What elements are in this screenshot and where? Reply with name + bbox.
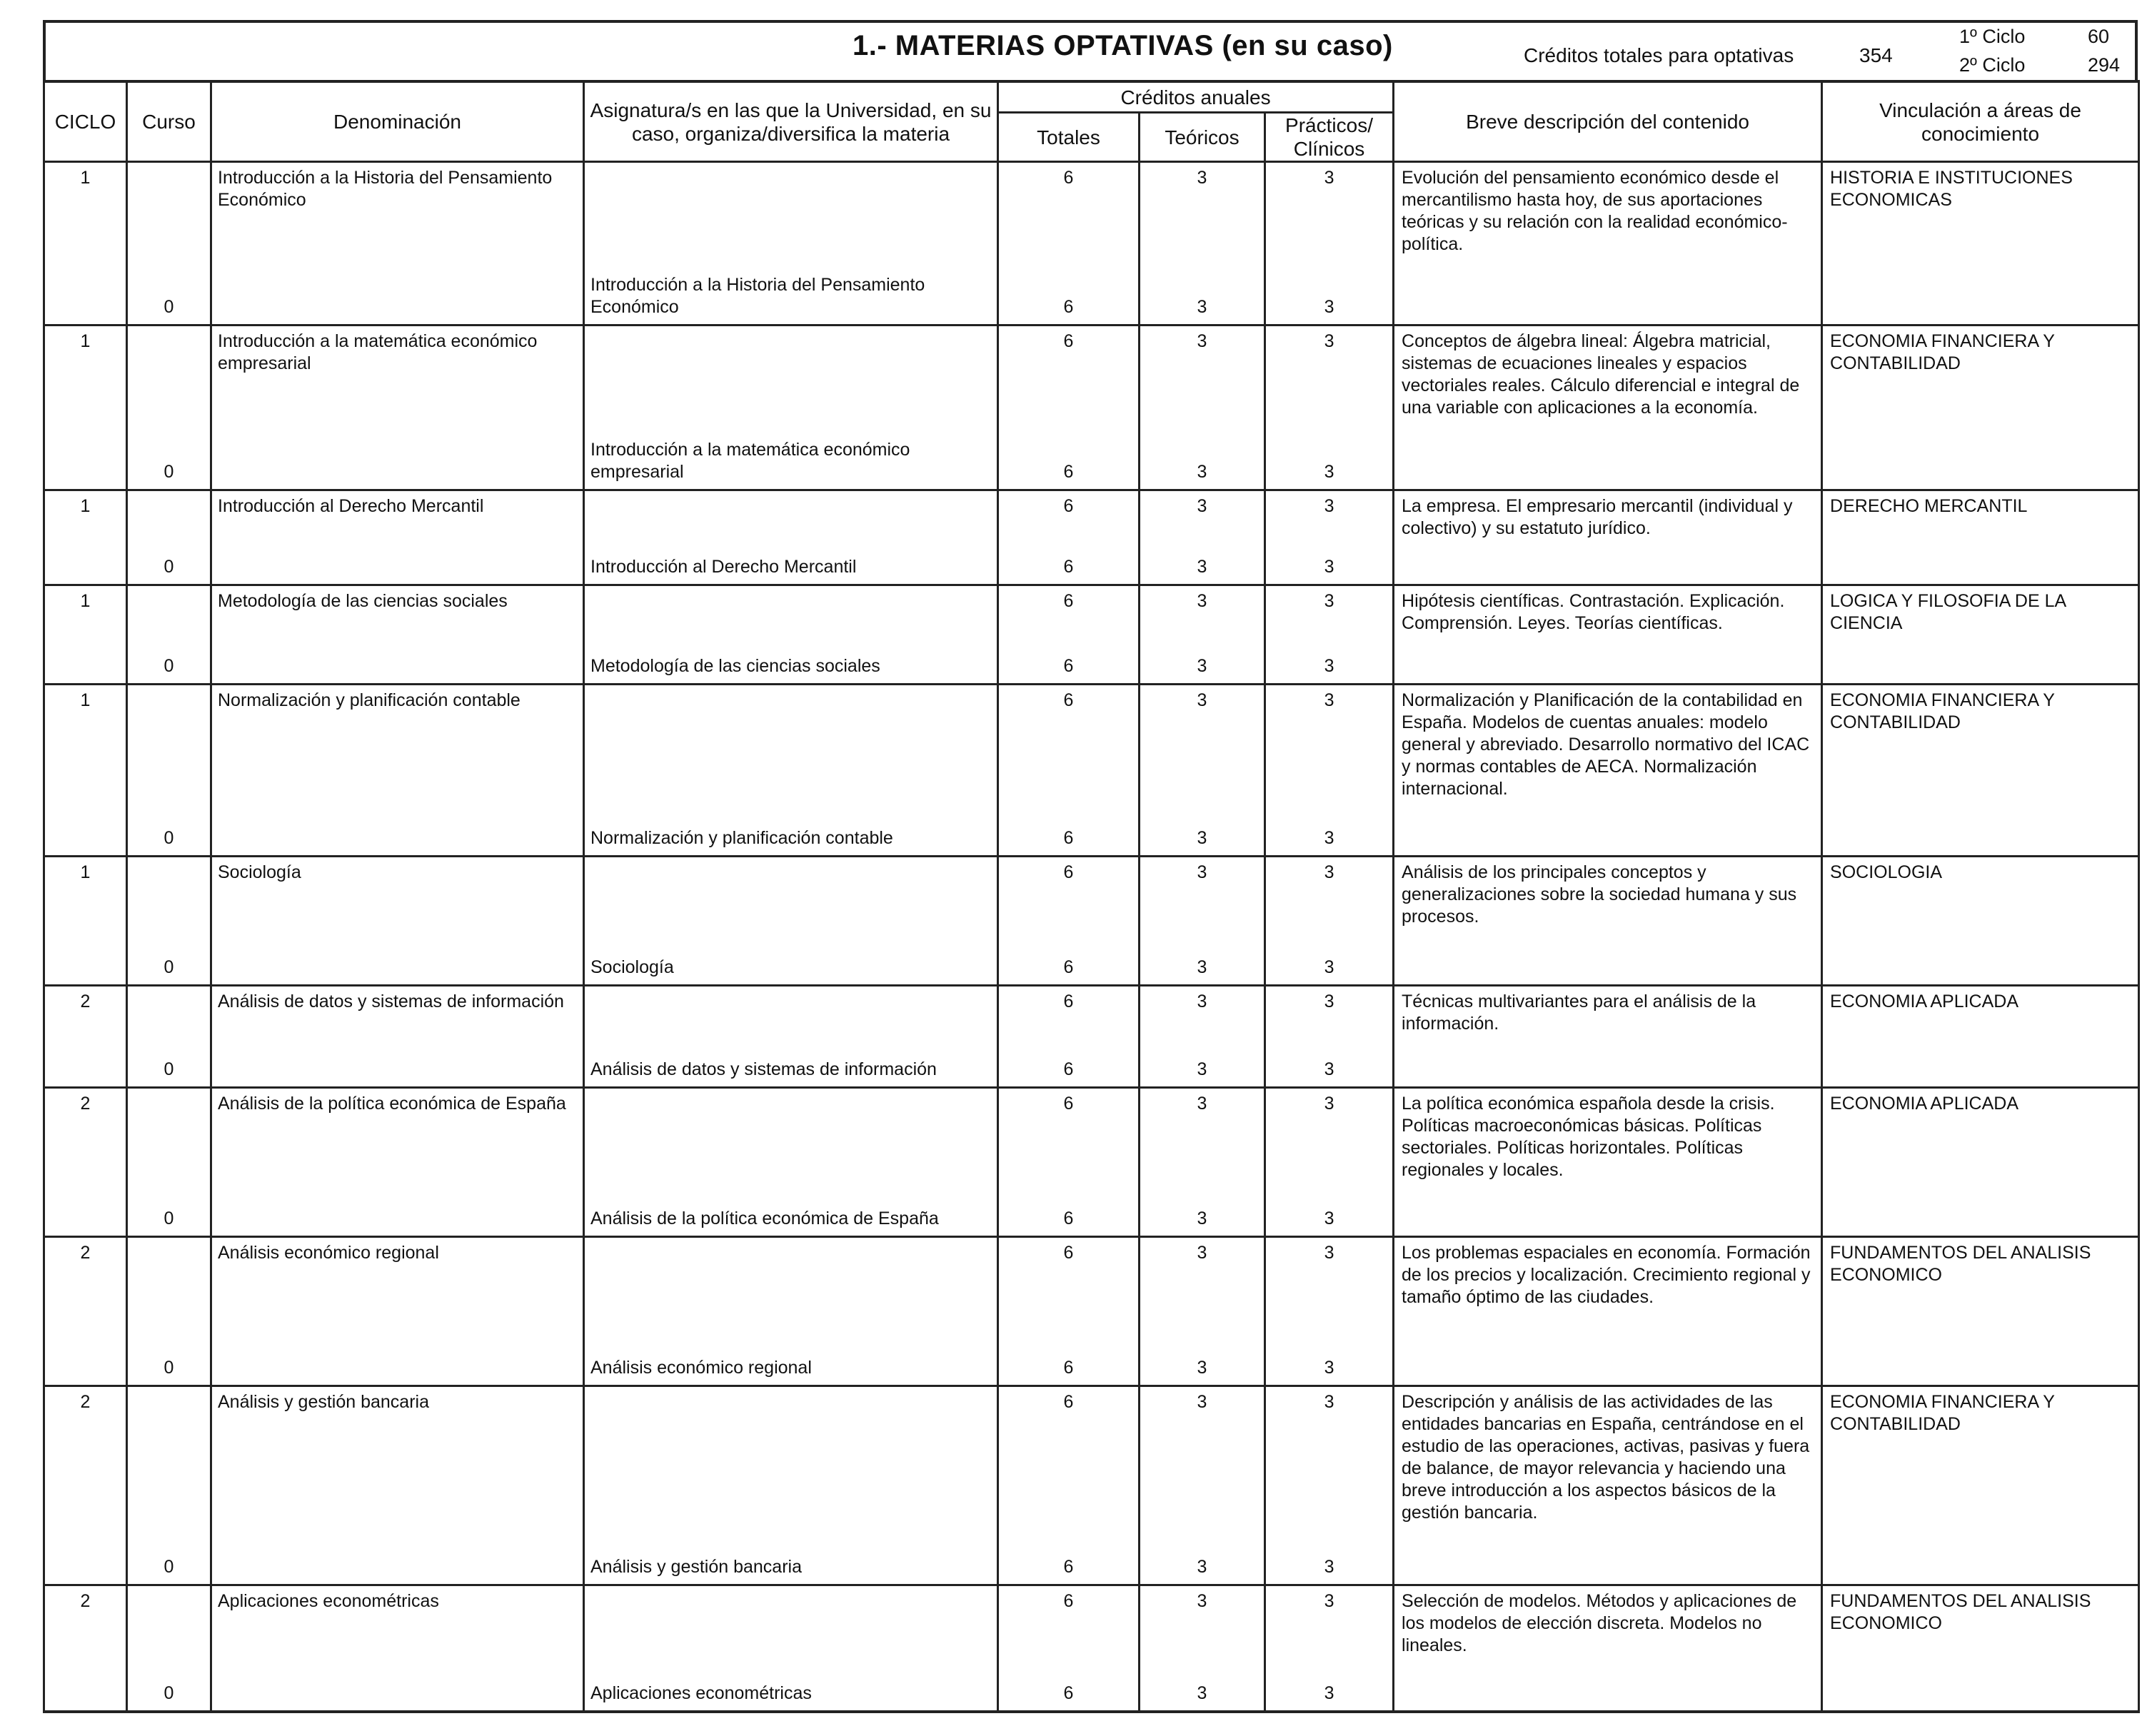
teoricos-sub-cell: 3 (1197, 557, 1207, 577)
curso-cell: 0 (164, 297, 174, 317)
totales-cell: 6 (1063, 1392, 1074, 1412)
totales-sub-cell: 6 (1063, 557, 1074, 577)
title-box (43, 20, 2138, 80)
col-ciclo: CICLO (44, 81, 127, 162)
asignatura-cell: Metodología de las ciencias sociales (590, 656, 880, 676)
page-title: 1.- MATERIAS OPTATIVAS (en su caso) (853, 30, 1393, 61)
teoricos-cell: 3 (1197, 1243, 1207, 1263)
table-row (44, 585, 2139, 685)
denominacion-cell: Análisis económico regional (218, 1243, 439, 1263)
totales-cell: 6 (1063, 1243, 1074, 1263)
vinculacion-cell: ECONOMIA APLICADA (1830, 1094, 2018, 1114)
totales-cell: 6 (1063, 331, 1074, 351)
teoricos-cell: 3 (1197, 862, 1207, 882)
totales-sub-cell: 6 (1063, 297, 1074, 317)
teoricos-cell: 3 (1197, 1591, 1207, 1611)
col-asignatura: Asignatura/s en las que la Universidad, en su caso, organiza/diversifica la materia (584, 81, 998, 162)
table-row (44, 1585, 2139, 1712)
descripcion-cell: La empresa. El empresario mercantil (individual y colectivo) y su estatuto jurídico. (1402, 496, 1793, 538)
table-row (44, 1386, 2139, 1585)
ciclo-cell: 2 (80, 991, 91, 1011)
col-curso: Curso (127, 81, 211, 162)
col-teoricos: Teóricos (1140, 113, 1265, 162)
descripcion-cell: Análisis de los principales conceptos y generalizaciones sobre la sociedad humana y sus procesos. (1402, 862, 1797, 927)
denominacion-cell: Sociología (218, 862, 301, 882)
header-row-1 (44, 81, 2139, 113)
col-practicos: Prácticos/ Clínicos (1265, 113, 1394, 162)
cycle2-label: 2º Ciclo (1959, 54, 2026, 76)
totales-sub-cell: 6 (1063, 1208, 1074, 1228)
totales-sub-cell: 6 (1063, 957, 1074, 977)
ciclo-cell: 2 (80, 1094, 91, 1114)
denominacion-cell: Metodología de las ciencias sociales (218, 591, 508, 611)
denominacion-cell: Análisis y gestión bancaria (218, 1392, 429, 1412)
curso-cell: 0 (164, 462, 174, 482)
table-row (44, 857, 2139, 986)
practicos-sub-cell: 3 (1324, 828, 1334, 848)
teoricos-sub-cell: 3 (1197, 656, 1207, 676)
teoricos-sub-cell: 3 (1197, 828, 1207, 848)
totales-cell: 6 (1063, 1591, 1074, 1611)
col-vinculacion: Vinculación a áreas de conocimiento (1822, 81, 2139, 162)
ciclo-cell: 2 (80, 1392, 91, 1412)
descripcion-cell: Conceptos de álgebra lineal: Álgebra matricial, sistemas de ecuaciones lineales y espacios vectoriales reales. Cálculo diferencial e integral de una variable con aplicaciones a la economía. (1402, 331, 1800, 418)
curso-cell: 0 (164, 1557, 174, 1577)
denominacion-cell: Aplicaciones econométricas (218, 1591, 439, 1611)
ciclo-cell: 1 (80, 591, 91, 611)
ciclo-cell: 2 (80, 1591, 91, 1611)
totales-cell: 6 (1063, 496, 1074, 516)
cycle1-value: 60 (2088, 26, 2110, 47)
teoricos-sub-cell: 3 (1197, 1059, 1207, 1079)
denominacion-cell: Introducción a la Historia del Pensamiento Económico (218, 168, 553, 210)
teoricos-sub-cell: 3 (1197, 1208, 1207, 1228)
totales-cell: 6 (1063, 991, 1074, 1011)
teoricos-sub-cell: 3 (1197, 297, 1207, 317)
col-totales: Totales (998, 113, 1140, 162)
cycle1-label: 1º Ciclo (1959, 26, 2026, 47)
ciclo-cell: 1 (80, 496, 91, 516)
teoricos-sub-cell: 3 (1197, 1683, 1207, 1703)
ciclo-cell: 1 (80, 862, 91, 882)
practicos-sub-cell: 3 (1324, 957, 1334, 977)
practicos-sub-cell: 3 (1324, 1683, 1334, 1703)
practicos-cell: 3 (1324, 1243, 1334, 1263)
table-row (44, 162, 2139, 326)
practicos-sub-cell: 3 (1324, 1557, 1334, 1577)
teoricos-cell: 3 (1197, 690, 1207, 710)
totales-cell: 6 (1063, 1094, 1074, 1114)
asignatura-cell: Introducción al Derecho Mercantil (590, 557, 857, 577)
totales-sub-cell: 6 (1063, 1059, 1074, 1079)
practicos-sub-cell: 3 (1324, 297, 1334, 317)
teoricos-cell: 3 (1197, 1094, 1207, 1114)
practicos-cell: 3 (1324, 862, 1334, 882)
teoricos-cell: 3 (1197, 591, 1207, 611)
asignatura-cell: Análisis de datos y sistemas de información (590, 1059, 937, 1079)
practicos-cell: 3 (1324, 331, 1334, 351)
curso-cell: 0 (164, 1683, 174, 1703)
totales-cell: 6 (1063, 690, 1074, 710)
vinculacion-cell: ECONOMIA FINANCIERA Y CONTABILIDAD (1830, 331, 2055, 373)
practicos-cell: 3 (1324, 168, 1334, 188)
practicos-cell: 3 (1324, 991, 1334, 1011)
asignatura-cell: Sociología (590, 957, 674, 977)
table-row (44, 490, 2139, 585)
asignatura-cell: Análisis y gestión bancaria (590, 1557, 802, 1577)
col-descripcion: Breve descripción del contenido (1394, 81, 1822, 162)
descripcion-cell: Los problemas espaciales en economía. Formación de los precios y localización. Crecimiento regional y tamaño óptimo de las ciudades. (1402, 1243, 1811, 1307)
asignatura-cell: Normalización y planificación contable (590, 828, 893, 848)
vinculacion-cell: LOGICA Y FILOSOFIA DE LA CIENCIA (1830, 591, 2066, 633)
table-row (44, 1237, 2139, 1386)
cycle2-value: 294 (2088, 54, 2121, 76)
practicos-sub-cell: 3 (1324, 656, 1334, 676)
curso-cell: 0 (164, 656, 174, 676)
teoricos-sub-cell: 3 (1197, 462, 1207, 482)
ciclo-cell: 1 (80, 168, 91, 188)
ciclo-cell: 2 (80, 1243, 91, 1263)
practicos-cell: 3 (1324, 496, 1334, 516)
denominacion-cell: Análisis de datos y sistemas de información (218, 991, 564, 1011)
totales-sub-cell: 6 (1063, 462, 1074, 482)
asignatura-cell: Análisis económico regional (590, 1358, 812, 1378)
teoricos-sub-cell: 3 (1197, 1557, 1207, 1577)
curso-cell: 0 (164, 957, 174, 977)
col-denominacion: Denominación (211, 81, 584, 162)
asignatura-cell: Introducción a la matemática económico empresarial (590, 440, 910, 482)
practicos-cell: 3 (1324, 1392, 1334, 1412)
totales-sub-cell: 6 (1063, 1358, 1074, 1378)
descripcion-cell: Técnicas multivariantes para el análisis de la información. (1402, 991, 1756, 1034)
optativas-sheet (43, 20, 2138, 1713)
practicos-sub-cell: 3 (1324, 1208, 1334, 1228)
totales-sub-cell: 6 (1063, 828, 1074, 848)
descripcion-cell: Selección de modelos. Métodos y aplicaciones de los modelos de elección discreta. Modelos no lineales. (1402, 1591, 1797, 1655)
asignatura-cell: Análisis de la política económica de España (590, 1208, 939, 1228)
ciclo-cell: 1 (80, 690, 91, 710)
vinculacion-cell: ECONOMIA APLICADA (1830, 991, 2018, 1011)
teoricos-cell: 3 (1197, 331, 1207, 351)
teoricos-sub-cell: 3 (1197, 957, 1207, 977)
denominacion-cell: Introducción al Derecho Mercantil (218, 496, 484, 516)
credits-label: Créditos totales para optativas (1524, 44, 1794, 66)
denominacion-cell: Análisis de la política económica de España (218, 1094, 566, 1114)
vinculacion-cell: SOCIOLOGIA (1830, 862, 1943, 882)
table-row (44, 685, 2139, 857)
teoricos-sub-cell: 3 (1197, 1358, 1207, 1378)
practicos-sub-cell: 3 (1324, 1059, 1334, 1079)
totales-sub-cell: 6 (1063, 1557, 1074, 1577)
totales-sub-cell: 6 (1063, 656, 1074, 676)
descripcion-cell: Evolución del pensamiento económico desde el mercantilismo hasta hoy, de sus aportaciones teóricas y su relación con la realidad económico-política. (1402, 168, 1788, 254)
ciclo-cell: 1 (80, 331, 91, 351)
vinculacion-cell: FUNDAMENTOS DEL ANALISIS ECONOMICO (1830, 1591, 2091, 1633)
col-creditos: Créditos anuales (998, 81, 1394, 113)
teoricos-cell: 3 (1197, 991, 1207, 1011)
totales-cell: 6 (1063, 591, 1074, 611)
descripcion-cell: Hipótesis científicas. Contrastación. Explicación. Comprensión. Leyes. Teorías científicas. (1402, 591, 1785, 633)
practicos-cell: 3 (1324, 690, 1334, 710)
teoricos-cell: 3 (1197, 496, 1207, 516)
practicos-sub-cell: 3 (1324, 462, 1334, 482)
descripcion-cell: La política económica española desde la crisis. Políticas macroeconómicas básicas. Políticas sectoriales. Políticas horizontales. Políticas regionales y locales. (1402, 1094, 1775, 1180)
vinculacion-cell: DERECHO MERCANTIL (1830, 496, 2028, 516)
vinculacion-cell: ECONOMIA FINANCIERA Y CONTABILIDAD (1830, 1392, 2055, 1434)
totales-sub-cell: 6 (1063, 1683, 1074, 1703)
totales-cell: 6 (1063, 168, 1074, 188)
vinculacion-cell: HISTORIA E INSTITUCIONES ECONOMICAS (1830, 168, 2073, 210)
totales-cell: 6 (1063, 862, 1074, 882)
table-row (44, 326, 2139, 490)
asignatura-cell: Aplicaciones econométricas (590, 1683, 812, 1703)
denominacion-cell: Normalización y planificación contable (218, 690, 521, 710)
curso-cell: 0 (164, 1358, 174, 1378)
curso-cell: 0 (164, 1059, 174, 1079)
table-row (44, 1088, 2139, 1237)
subjects-table (43, 80, 2140, 1713)
practicos-cell: 3 (1324, 1591, 1334, 1611)
vinculacion-cell: ECONOMIA FINANCIERA Y CONTABILIDAD (1830, 690, 2055, 732)
credits-total: 354 (1859, 44, 1893, 66)
vinculacion-cell: FUNDAMENTOS DEL ANALISIS ECONOMICO (1830, 1243, 2091, 1285)
curso-cell: 0 (164, 1208, 174, 1228)
practicos-sub-cell: 3 (1324, 557, 1334, 577)
table-row (44, 986, 2139, 1088)
teoricos-cell: 3 (1197, 1392, 1207, 1412)
asignatura-cell: Introducción a la Historia del Pensamiento Económico (590, 275, 925, 317)
practicos-cell: 3 (1324, 591, 1334, 611)
curso-cell: 0 (164, 828, 174, 848)
teoricos-cell: 3 (1197, 168, 1207, 188)
curso-cell: 0 (164, 557, 174, 577)
descripcion-cell: Descripción y análisis de las actividades de las entidades bancarias en España, centrándose en el estudio de las operaciones, activas, pasivas y fuera de balance, de mayor relevancia y haciendo una breve introducción a los aspectos básicos de la gestión bancaria. (1402, 1392, 1810, 1523)
practicos-cell: 3 (1324, 1094, 1334, 1114)
descripcion-cell: Normalización y Planificación de la contabilidad en España. Modelos de cuentas anuales: modelo general y abreviado. Desarrollo normativo del ICAC y normas contables de AECA. Normalización internacional. (1402, 690, 1810, 799)
denominacion-cell: Introducción a la matemática económico empresarial (218, 331, 538, 373)
practicos-sub-cell: 3 (1324, 1358, 1334, 1378)
